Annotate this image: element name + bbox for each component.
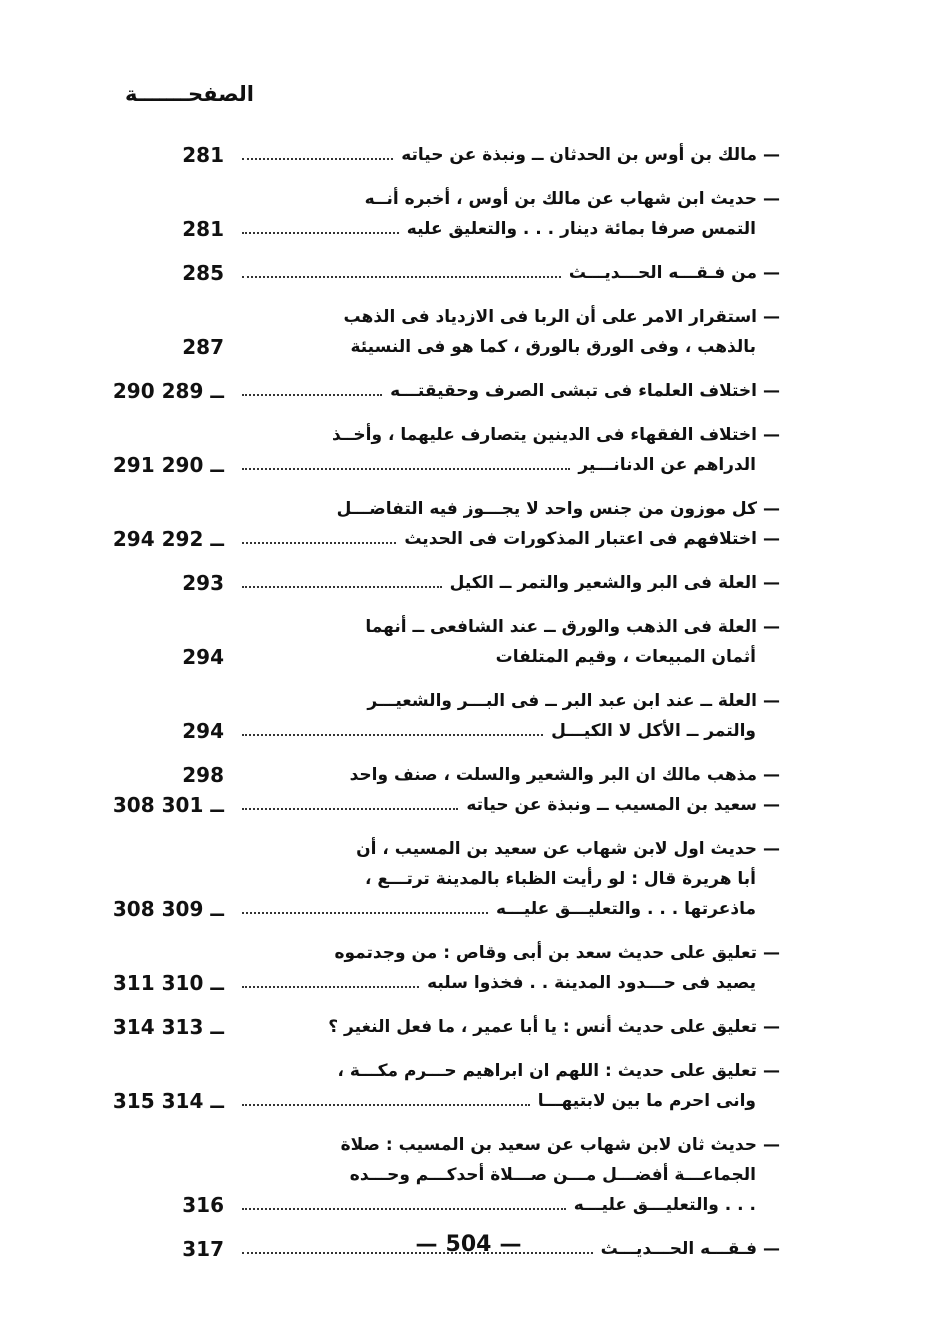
title-text: تعليق على حديث أنس : يا أبا عمير ، ما فعل النغير ؟ xyxy=(328,1017,757,1037)
toc-entry xyxy=(100,1056,780,1116)
page-range: 290 ــ 289 xyxy=(112,379,224,403)
toc-title-line xyxy=(238,568,780,598)
toc-title-line xyxy=(238,938,780,968)
dot-leader xyxy=(242,394,382,396)
toc-title-line xyxy=(238,420,780,450)
entry-dash: — xyxy=(763,145,780,165)
toc-page-ref xyxy=(100,420,230,480)
page-range xyxy=(100,494,224,524)
title-text: العلة ــ عند ابن عبد البر ــ فى البـــر والشعيـــر xyxy=(367,691,757,711)
entry-dash: — xyxy=(763,529,780,549)
toc-page-ref xyxy=(100,258,230,288)
toc-page-ref xyxy=(100,376,230,406)
toc-entry xyxy=(100,494,780,554)
page-range: 308 ــ 301 xyxy=(112,793,224,817)
page-number: 504 xyxy=(445,1232,492,1257)
title-text: تعليق على حديث سعد بن أبى وقاص : من وجدتموه xyxy=(334,943,757,963)
entry-dash: — xyxy=(763,425,780,445)
toc-page-ref xyxy=(100,834,230,924)
toc-title-line xyxy=(238,1190,780,1220)
entry-dash: — xyxy=(763,765,780,785)
page-range: 311 ــ 310 xyxy=(112,971,224,995)
entry-dash: — xyxy=(763,189,780,209)
toc-title-line xyxy=(238,524,780,554)
page-range: 308 ــ 309 xyxy=(112,897,224,921)
title-text: وانى احرم ما بين لابتيهـــا xyxy=(537,1091,756,1111)
page-range xyxy=(100,184,224,214)
page-range xyxy=(100,938,224,968)
page-range: 316 xyxy=(182,1193,224,1217)
toc-entry xyxy=(100,140,780,170)
toc-entry xyxy=(100,1130,780,1220)
toc-entry-title xyxy=(230,184,780,244)
dot-leader xyxy=(242,468,570,470)
toc-title-line xyxy=(238,214,780,244)
dot-leader xyxy=(242,912,488,914)
page-range: 291 ــ 290 xyxy=(112,453,224,477)
toc-title-line xyxy=(238,716,780,746)
toc-title-line xyxy=(238,760,780,790)
title-text: العلة فى البر والشعير والتمر ــ الكيل xyxy=(449,573,757,593)
toc-entry xyxy=(100,568,780,598)
dot-leader xyxy=(242,1104,530,1106)
toc-entry xyxy=(100,184,780,244)
title-text: . . . والتعليـــق عليـــه xyxy=(573,1195,756,1215)
dot-leader xyxy=(242,542,396,544)
toc-page-ref xyxy=(100,568,230,598)
entry-dash: — xyxy=(763,1135,780,1155)
page-range xyxy=(100,1130,224,1160)
toc-entry xyxy=(100,1012,780,1042)
toc-page-ref xyxy=(100,302,230,362)
page-range: 294 xyxy=(182,719,224,743)
page-range: 281 xyxy=(182,143,224,167)
title-text: حديث ثان لابن شهاب عن سعيد بن المسيب : صلاة xyxy=(340,1135,757,1155)
toc-page-ref xyxy=(100,1056,230,1116)
toc-entry-title xyxy=(230,568,780,598)
toc-title-line xyxy=(238,184,780,214)
page-range xyxy=(100,864,224,894)
title-text: مالك بن أوس بن الحدثان ــ ونبذة عن حياته xyxy=(401,145,757,165)
toc-title-line xyxy=(238,1086,780,1116)
toc-page-ref xyxy=(100,494,230,554)
toc-entry xyxy=(100,302,780,362)
entry-dash: — xyxy=(763,1061,780,1081)
toc-entry xyxy=(100,938,780,998)
entry-dash: — xyxy=(763,795,780,815)
toc-entry xyxy=(100,258,780,288)
toc-entry-title xyxy=(230,258,780,288)
page-range: 287 xyxy=(182,335,224,359)
title-text: استقرار الامر على أن الربا فى الازدياد فى الذهب xyxy=(343,307,757,327)
toc-title-line xyxy=(238,864,780,894)
toc-entry xyxy=(100,760,780,820)
page-range xyxy=(100,1160,224,1190)
dot-leader xyxy=(242,808,458,810)
toc-title-line xyxy=(238,332,780,362)
toc-title-line xyxy=(238,1130,780,1160)
table-of-contents xyxy=(100,140,780,1278)
title-text: مذهب مالك ان البر والشعير والسلت ، صنف واحد xyxy=(349,765,757,785)
title-text: حديث ابن شهاب عن مالك بن أوس ، أخبره أنــه xyxy=(364,189,757,209)
entry-dash: — xyxy=(763,263,780,283)
column-header-page: الصفحـــــــة xyxy=(124,82,254,106)
toc-entry-title xyxy=(230,1012,780,1042)
entry-dash: — xyxy=(763,691,780,711)
dot-leader xyxy=(242,158,393,160)
page-range: 314 ــ 313 xyxy=(112,1015,224,1039)
toc-entry-title xyxy=(230,1056,780,1116)
title-text: الدراهم عن الدنانـــير xyxy=(578,455,756,475)
title-text: ماذعرتها . . . والتعليـــق عليـــه xyxy=(496,899,756,919)
page-range: 293 xyxy=(182,571,224,595)
entry-dash: — xyxy=(763,1239,780,1259)
entry-dash: — xyxy=(763,839,780,859)
toc-entry-title xyxy=(230,1130,780,1220)
title-text: الجماعـــة أفضـــل مـــن صـــلاة أحدكـــم وحـــده xyxy=(349,1165,756,1185)
title-text: سعيد بن المسيب ــ ونبذة عن حياته xyxy=(466,795,757,815)
toc-title-line xyxy=(238,376,780,406)
title-text: أبا هريرة قال : لو رأيت الظباء بالمدينة ترتـــع ، xyxy=(365,869,756,889)
page-range xyxy=(100,686,224,716)
toc-title-line xyxy=(238,894,780,924)
toc-entry-title xyxy=(230,376,780,406)
title-text: بالذهب ، وفى الورق بالورق ، كما هو فى النسيئة xyxy=(350,337,756,357)
page-range: 298 xyxy=(182,763,224,787)
toc-page-ref xyxy=(100,938,230,998)
title-text: والتمر ــ الأكل لا الكيـــل xyxy=(551,721,756,741)
toc-entry-title xyxy=(230,760,780,820)
toc-page-ref xyxy=(100,612,230,672)
title-text: يصيد فى حـــدود المدينة . . فخذوا سلبه xyxy=(427,973,756,993)
title-text: اختلاف الفقهاء فى الدينين يتصارف عليهما ، وأخــذ xyxy=(331,425,757,445)
toc-title-line xyxy=(238,258,780,288)
toc-entry xyxy=(100,376,780,406)
toc-title-line xyxy=(238,1056,780,1086)
page-range xyxy=(100,612,224,642)
toc-title-line xyxy=(238,686,780,716)
entry-dash: — xyxy=(763,573,780,593)
toc-page-ref xyxy=(100,686,230,746)
toc-page-ref xyxy=(100,1130,230,1220)
toc-entry-title xyxy=(230,140,780,170)
toc-page-ref xyxy=(100,140,230,170)
toc-entry-title xyxy=(230,494,780,554)
toc-title-line xyxy=(238,642,780,672)
toc-entry-title xyxy=(230,420,780,480)
entry-dash: — xyxy=(763,381,780,401)
toc-entry-title xyxy=(230,302,780,362)
title-text: العلة فى الذهب والورق ــ عند الشافعى ــ أنهما xyxy=(365,617,757,637)
toc-page-ref xyxy=(100,760,230,820)
title-text: حديث اول لابن شهاب عن سعيد بن المسيب ، أن xyxy=(356,839,757,859)
toc-title-line xyxy=(238,450,780,480)
dot-leader xyxy=(242,232,399,234)
toc-entry xyxy=(100,686,780,746)
toc-entry-title xyxy=(230,612,780,672)
page-range: 285 xyxy=(182,261,224,285)
entry-dash: — xyxy=(763,307,780,327)
title-text: تعليق على حديث : اللهم ان ابراهيم حـــرم مكـــة ، xyxy=(337,1061,757,1081)
entry-dash: — xyxy=(763,943,780,963)
page-range: 315 ــ 314 xyxy=(112,1089,224,1113)
toc-entry xyxy=(100,420,780,480)
page-range xyxy=(100,834,224,864)
toc-entry-title xyxy=(230,686,780,746)
page-footer xyxy=(0,1232,937,1257)
page-range: 281 xyxy=(182,217,224,241)
toc-page-ref xyxy=(100,184,230,244)
dot-leader xyxy=(242,986,419,988)
toc-title-line xyxy=(238,790,780,820)
page-range: 317 xyxy=(182,1237,224,1261)
title-text: اختلاف العلماء فى تبشى الصرف وحقيقتـــه xyxy=(390,381,757,401)
toc-title-line xyxy=(238,1012,780,1042)
title-text: أثمان المبيعات ، وقيم المتلفات xyxy=(495,647,756,667)
toc-entry xyxy=(100,612,780,672)
page-range: 294 xyxy=(182,645,224,669)
toc-title-line xyxy=(238,612,780,642)
page-range xyxy=(100,302,224,332)
toc-entry-title xyxy=(230,834,780,924)
footer-dash-right: — xyxy=(499,1232,522,1257)
toc-title-line xyxy=(238,968,780,998)
toc-title-line xyxy=(238,834,780,864)
toc-page-ref xyxy=(100,1012,230,1042)
dot-leader xyxy=(242,1208,566,1210)
entry-dash: — xyxy=(763,499,780,519)
toc-entry-title xyxy=(230,938,780,998)
title-text: اختلافهم فى اعتبار المذكورات فى الحديث xyxy=(404,529,757,549)
toc-title-line xyxy=(238,1160,780,1190)
title-text: من فـقـــه الحـــديـــث xyxy=(568,263,757,283)
page-range xyxy=(100,420,224,450)
dot-leader xyxy=(242,734,543,736)
title-text: كل موزون من جنس واحد لا يجـــوز فيه التفاضـــل xyxy=(336,499,757,519)
toc-title-line xyxy=(238,140,780,170)
entry-dash: — xyxy=(763,1017,780,1037)
footer-dash-left: — xyxy=(415,1232,438,1257)
entry-dash: — xyxy=(763,617,780,637)
title-text: التمس صرفا بمائة دينار . . . والتعليق عليه xyxy=(406,219,756,239)
toc-title-line xyxy=(238,302,780,332)
dot-leader xyxy=(242,276,561,278)
title-text: فـقـــه الحـــديـــث xyxy=(600,1239,757,1259)
dot-leader xyxy=(242,586,442,588)
toc-entry xyxy=(100,834,780,924)
toc-title-line xyxy=(238,494,780,524)
page-range xyxy=(100,1056,224,1086)
page-range: 294 ــ 292 xyxy=(112,527,224,551)
